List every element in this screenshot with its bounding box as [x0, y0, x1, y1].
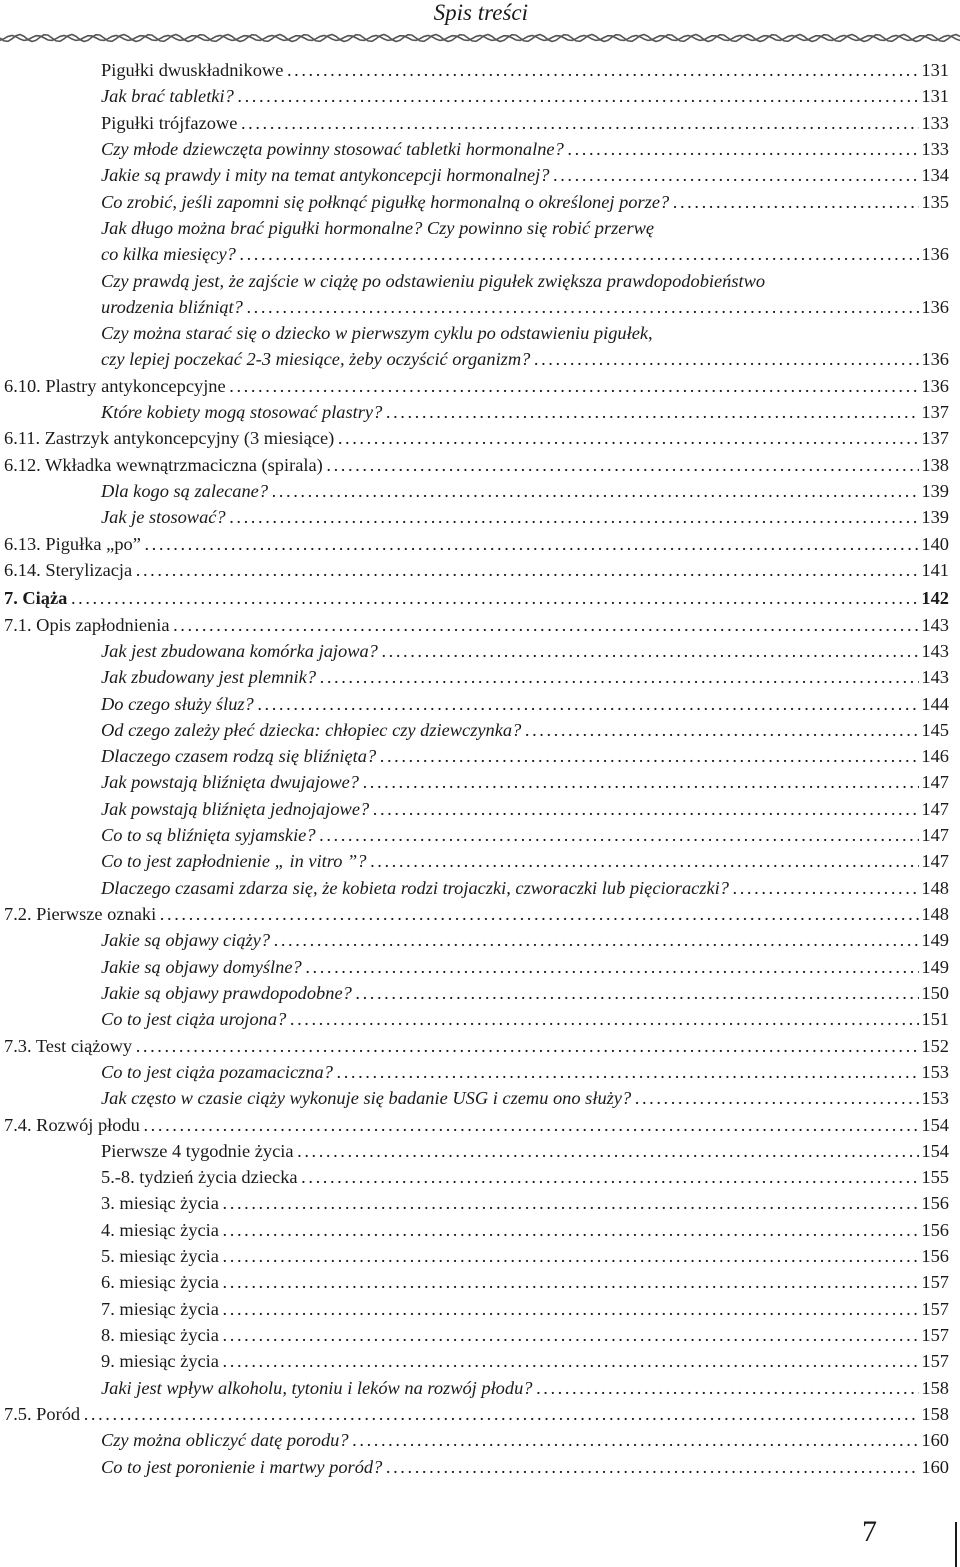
toc-entry-title: 7.2. Pierwsze oznaki: [4, 904, 157, 924]
toc-entry-title: Dlaczego czasami zdarza się, że kobieta rodzi trojaczki, czworaczki lub pięcioraczki?: [101, 877, 729, 898]
toc-section-entry[interactable]: [0, 901, 960, 927]
toc-entry-title: Jak jest zbudowana komórka jajowa?: [101, 640, 378, 661]
toc-entry-leader: [0, 1006, 949, 1032]
toc-entry-leader: [0, 1217, 949, 1243]
toc-entry-leader: [0, 346, 949, 372]
toc-entry-title: Jak powstają bliźnięta dwujajowe?: [101, 772, 359, 793]
toc-entry-page-number: 137: [919, 425, 949, 451]
toc-subentry[interactable]: [0, 136, 960, 162]
toc-entry-page-number: 147: [919, 796, 949, 822]
toc-entry-page-number: 155: [919, 1164, 949, 1190]
toc-entry-title: 9. miesiąc życia: [101, 1351, 219, 1372]
toc-section-entry[interactable]: [0, 452, 960, 478]
toc-entry-leader: [0, 717, 949, 743]
toc-subentry[interactable]: [0, 1375, 960, 1401]
toc-entry-page-number: 149: [919, 927, 949, 953]
toc-subentry[interactable]: [0, 1190, 960, 1216]
toc-subentry[interactable]: [0, 399, 960, 425]
toc-entry-title: 7.1. Opis zapłodnienia: [4, 614, 170, 635]
page-number: 7: [862, 1515, 877, 1548]
toc-subentry[interactable]: [0, 215, 960, 241]
toc-entry-title: 7.3. Test ciążowy: [4, 1035, 133, 1056]
toc-entry-page-number: 137: [919, 399, 949, 425]
toc-entry-title: 8. miesiąc życia: [101, 1325, 219, 1345]
toc-entry-title: Co zrobić, jeśli zapomni się połknąć pigułkę hormonalną o określonej porze?: [101, 191, 670, 212]
toc-entry-leader: [0, 901, 949, 927]
toc-subentry[interactable]: [0, 1269, 960, 1295]
toc-entry-leader: [0, 373, 949, 399]
toc-entry-page-number: 157: [919, 1296, 949, 1322]
toc-entry-title: 6. miesiąc życia: [101, 1272, 219, 1293]
toc-entry-title: 7. miesiąc życia: [101, 1298, 219, 1319]
toc-entry-title: Co to jest poronienie i martwy poród?: [101, 1456, 383, 1477]
toc-entry-page-number: 143: [919, 638, 949, 664]
toc-entry-leader: [0, 320, 949, 346]
toc-entry-title: Jak często w czasie ciąży wykonuje się badanie USG i czemu ono służy?: [101, 1088, 632, 1109]
toc-entry-title: Jak je stosować?: [101, 507, 226, 528]
toc-entry-page-number: 144: [919, 691, 949, 717]
toc-entry-page-number: 157: [919, 1269, 949, 1295]
toc-entry-page-number: 142: [919, 585, 949, 611]
toc-entry-leader: [0, 1138, 949, 1164]
toc-entry-title: Co to jest zapłodnienie „ in vitro ”?: [101, 851, 367, 872]
toc-entry-title: Jakie są objawy domyślne?: [101, 956, 302, 977]
toc-subentry[interactable]: [0, 1085, 960, 1111]
toc-entry-title: Jak długo można brać pigułki hormonalne? Czy powinno się robić przerwę: [101, 217, 655, 238]
toc-entry-title: 6.13. Pigułka „po”: [4, 533, 141, 554]
toc-entry-leader: [0, 1059, 949, 1085]
toc-entry-page-number: 143: [919, 612, 949, 638]
toc-entry-page-number: 143: [919, 664, 949, 690]
toc-entry-leader: [0, 954, 949, 980]
toc-entry-leader: [0, 1243, 949, 1269]
toc-subentry[interactable]: [0, 638, 960, 664]
toc-subentry[interactable]: [0, 743, 960, 769]
toc-entry-title: Pigułki dwuskładnikowe: [101, 60, 284, 80]
toc-entry-page-number: 140: [919, 531, 949, 557]
toc-entry-title: Do czego służy śluz?: [101, 693, 254, 714]
toc-subentry[interactable]: [0, 346, 960, 372]
toc-entry-title: Pierwsze 4 tygodnie życia: [101, 1140, 294, 1161]
toc-entry-leader: [0, 1164, 949, 1190]
toc-entry-page-number: 150: [919, 980, 949, 1006]
toc-subentry[interactable]: [0, 110, 960, 136]
toc-entry-leader: [0, 1427, 949, 1453]
toc-entry-title: 7.5. Poród: [4, 1403, 81, 1424]
toc-entry-leader: [0, 268, 949, 294]
toc-entry-page-number: 145: [919, 717, 949, 743]
toc-subentry[interactable]: [0, 927, 960, 953]
toc-entry-page-number: 136: [919, 241, 949, 267]
page-header-title: Spis treści: [433, 0, 528, 25]
toc-entry-page-number: 139: [919, 504, 949, 530]
toc-entry-title: 6.10. Plastry antykoncepcyjne: [4, 375, 226, 396]
toc-subentry[interactable]: [0, 875, 960, 901]
toc-entry-title: Co to jest ciąża urojona?: [101, 1009, 287, 1030]
toc-entry-page-number: 147: [919, 848, 949, 874]
toc-subentry[interactable]: [0, 1454, 960, 1480]
toc-entry-page-number: 149: [919, 954, 949, 980]
toc-subentry[interactable]: [0, 691, 960, 717]
toc-entry-leader: [0, 664, 949, 690]
toc-entry-page-number: 156: [919, 1243, 949, 1269]
toc-entry-page-number: 146: [919, 743, 949, 769]
toc-entry-title: Pigułki trójfazowe: [101, 112, 238, 133]
toc-entry-page-number: 147: [919, 769, 949, 795]
toc-entry-title: Jakie są objawy ciąży?: [101, 930, 271, 951]
toc-entry-leader: [0, 848, 949, 874]
toc-entry-title: 5.-8. tydzień życia dziecka: [101, 1167, 298, 1188]
toc-section-entry[interactable]: [0, 557, 960, 583]
toc-entry-title: 6.14. Sterylizacja: [4, 559, 133, 580]
toc-entry-page-number: 133: [919, 136, 949, 162]
toc-section-entry[interactable]: [0, 1112, 960, 1138]
toc-entry-leader: [0, 504, 949, 530]
toc-subentry[interactable]: [0, 980, 960, 1006]
toc-entry-page-number: 135: [919, 189, 949, 215]
toc-section-entry[interactable]: [0, 585, 960, 611]
toc-entry-title: 7.4. Rozwój płodu: [4, 1114, 140, 1135]
toc-entry-page-number: 141: [919, 557, 949, 583]
toc-entry-leader: [0, 557, 949, 583]
toc-subentry[interactable]: [0, 1006, 960, 1032]
toc-entry-title: 3. miesiąc życia: [101, 1193, 219, 1214]
toc-subentry[interactable]: [0, 1348, 960, 1374]
toc-entry-title: 6.12. Wkładka wewnątrzmaciczna (spirala): [4, 454, 323, 475]
toc-subentry[interactable]: [0, 1296, 960, 1322]
toc-entry-leader: [0, 478, 949, 504]
toc-entry-page-number: 153: [919, 1085, 949, 1111]
toc-entry-title: 5. miesiąc życia: [101, 1246, 219, 1267]
toc-entry-title: Jakie są objawy prawdopodobne?: [101, 982, 352, 1003]
toc-subentry[interactable]: [0, 954, 960, 980]
toc-subentry[interactable]: [0, 1164, 960, 1190]
toc-subentry[interactable]: [0, 1217, 960, 1243]
toc-entry-page-number: 151: [919, 1006, 949, 1032]
toc-entry-title: Czy można obliczyć datę porodu?: [101, 1430, 349, 1451]
toc-entry-leader: [0, 691, 949, 717]
toc-entry-page-number: 156: [919, 1217, 949, 1243]
toc-entry-title: Co to jest ciąża pozamaciczna?: [101, 1061, 333, 1082]
toc-entry-page-number: 153: [919, 1059, 949, 1085]
toc-entry-title: Które kobiety mogą stosować plastry?: [101, 402, 383, 423]
page-edge-rule: [955, 1522, 957, 1567]
toc-subentry[interactable]: [0, 717, 960, 743]
toc-entry-page-number: 152: [919, 1033, 949, 1059]
toc-entry-title: Jak powstają bliźnięta jednojajowe?: [101, 798, 370, 819]
toc-entry-page-number: 157: [919, 1348, 949, 1374]
toc-entry-page-number: 154: [919, 1112, 949, 1138]
toc-subentry[interactable]: [0, 848, 960, 874]
toc-entry-leader: [0, 1348, 949, 1374]
toc-section-entry[interactable]: [0, 1033, 960, 1059]
toc-entry-title: Jak zbudowany jest plemnik?: [101, 667, 317, 688]
toc-subentry[interactable]: [0, 796, 960, 822]
toc-entry-title: 7. Ciąża: [4, 588, 68, 609]
toc-entry-title: co kilka miesięcy?: [101, 244, 236, 265]
toc-entry-leader: [0, 425, 949, 451]
toc-subentry[interactable]: [0, 1427, 960, 1453]
toc-subentry[interactable]: [0, 1059, 960, 1085]
toc-entry-page-number: 148: [919, 875, 949, 901]
toc-entry-leader: [0, 1033, 949, 1059]
toc-entry-leader: [0, 294, 949, 320]
toc-entry-title: Dla kogo są zalecane?: [101, 481, 269, 501]
toc-entry-title: urodzenia bliźniąt?: [101, 296, 243, 317]
toc-subentry[interactable]: [0, 1138, 960, 1164]
toc-entry-leader: [0, 241, 949, 267]
toc-entry-leader: [0, 927, 949, 953]
toc-entry-leader: [0, 162, 949, 188]
toc-entry-page-number: 158: [919, 1401, 949, 1427]
toc-entry-page-number: 147: [919, 822, 949, 848]
toc-entry-leader: [0, 875, 949, 901]
toc-entry-leader: [0, 638, 949, 664]
toc-section-entry[interactable]: [0, 612, 960, 638]
toc-entry-leader: [0, 215, 949, 241]
toc-entry-page-number: 157: [919, 1322, 949, 1348]
toc-section-entry[interactable]: [0, 373, 960, 399]
toc-entry-page-number: 136: [919, 294, 949, 320]
toc-subentry[interactable]: [0, 241, 960, 267]
toc-subentry[interactable]: [0, 83, 960, 109]
toc-subentry[interactable]: [0, 320, 960, 346]
toc-entry-leader: [0, 1190, 949, 1216]
toc-section-entry[interactable]: [0, 531, 960, 557]
toc-entry-leader: [0, 452, 949, 478]
table-of-contents: [0, 57, 960, 1480]
toc-entry-leader: [0, 83, 949, 109]
toc-entry-title: Co to są bliźnięta syjamskie?: [101, 825, 316, 846]
toc-section-entry[interactable]: [0, 425, 960, 451]
toc-subentry[interactable]: [0, 162, 960, 188]
toc-entry-leader: [0, 1375, 949, 1401]
toc-entry-leader: [0, 1401, 949, 1427]
toc-entry-page-number: 134: [919, 162, 949, 188]
toc-entry-page-number: 160: [919, 1454, 949, 1480]
toc-entry-page-number: 158: [919, 1375, 949, 1401]
toc-entry-leader: [0, 769, 949, 795]
toc-entry-page-number: 160: [919, 1427, 949, 1453]
toc-subentry[interactable]: [0, 769, 960, 795]
toc-entry-title: 4. miesiąc życia: [101, 1219, 219, 1240]
toc-entry-page-number: 136: [919, 346, 949, 372]
toc-entry-page-number: 156: [919, 1190, 949, 1216]
toc-entry-title: Czy można starać się o dziecko w pierwszym cyklu po odstawieniu pigułek,: [101, 323, 653, 344]
toc-subentry[interactable]: [0, 268, 960, 294]
toc-subentry[interactable]: [0, 294, 960, 320]
toc-entry-title: czy lepiej poczekać 2-3 miesiące, żeby oczyścić organizm?: [101, 349, 531, 370]
toc-entry-leader: [0, 612, 949, 638]
toc-entry-leader: [0, 110, 949, 136]
toc-entry-leader: [0, 136, 949, 162]
toc-entry-leader: [0, 1322, 949, 1348]
toc-entry-leader: [0, 1269, 949, 1295]
toc-entry-leader: [0, 189, 949, 215]
toc-entry-page-number: 138: [919, 452, 949, 478]
toc-entry-leader: [0, 1085, 949, 1111]
toc-entry-leader: [0, 585, 949, 611]
toc-subentry[interactable]: [0, 822, 960, 848]
toc-entry-leader: [0, 822, 949, 848]
toc-entry-title: 6.11. Zastrzyk antykoncepcyjny (3 miesiące): [4, 428, 335, 449]
toc-subentry[interactable]: [0, 664, 960, 690]
toc-entry-leader: [0, 1112, 949, 1138]
toc-entry-page-number: 131: [919, 83, 949, 109]
toc-entry-title: Jaki jest wpływ alkoholu, tytoniu i leków na rozwój płodu?: [101, 1377, 533, 1398]
toc-entry-page-number: 136: [919, 373, 949, 399]
toc-subentry[interactable]: [0, 57, 960, 83]
toc-entry-page-number: 139: [919, 478, 949, 504]
toc-entry-leader: [0, 399, 949, 425]
toc-entry-page-number: 154: [919, 1138, 949, 1164]
toc-entry-page-number: 133: [919, 110, 949, 136]
toc-entry-leader: [0, 1454, 949, 1480]
toc-subentry[interactable]: [0, 189, 960, 215]
toc-subentry[interactable]: [0, 504, 960, 530]
toc-subentry[interactable]: [0, 1243, 960, 1269]
toc-subentry[interactable]: [0, 478, 960, 504]
toc-entry-title: Czy prawdą jest, że zajście w ciążę po odstawieniu pigułek zwiększa prawdopodobieństwo: [101, 270, 766, 291]
toc-entry-title: Od czego zależy płeć dziecka: chłopiec czy dziewczynka?: [101, 719, 522, 740]
toc-entry-leader: [0, 796, 949, 822]
toc-entry-title: Jak brać tabletki?: [101, 86, 234, 107]
toc-entry-leader: [0, 1296, 949, 1322]
toc-entry-title: Jakie są prawdy i mity na temat antykoncepcji hormonalnej?: [101, 165, 550, 186]
toc-entry-leader: [0, 57, 949, 83]
toc-entry-page-number: 148: [919, 901, 949, 927]
decorative-wave-divider: [0, 28, 960, 48]
toc-section-entry[interactable]: [0, 1401, 960, 1427]
toc-entry-leader: [0, 743, 949, 769]
toc-entry-page-number: 131: [919, 57, 949, 83]
toc-entry-title: Dlaczego czasem rodzą się bliźnięta?: [101, 746, 377, 767]
toc-entry-title: Czy młode dziewczęta powinny stosować tabletki hormonalne?: [101, 138, 564, 159]
toc-entry-leader: [0, 980, 949, 1006]
toc-subentry[interactable]: [0, 1322, 960, 1348]
toc-entry-leader: [0, 531, 949, 557]
